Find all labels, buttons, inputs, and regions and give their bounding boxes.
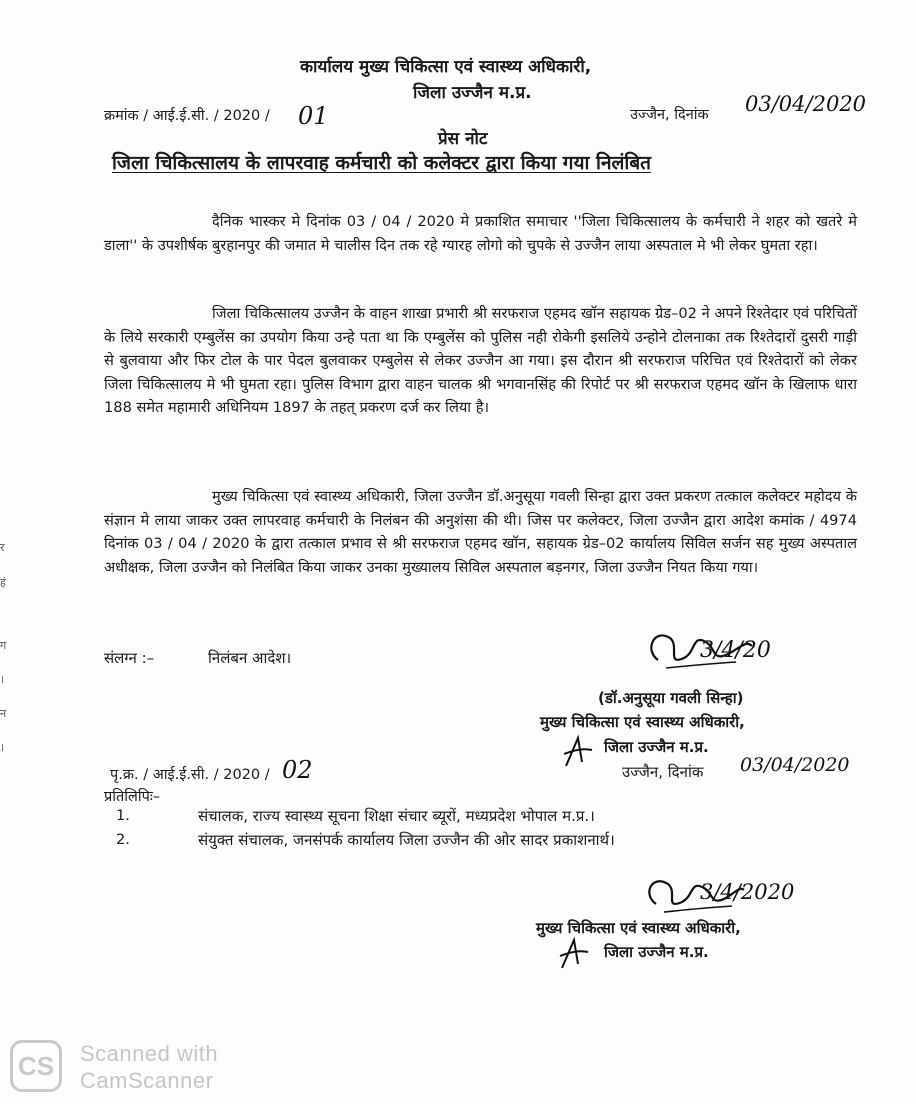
edge-mark-1: र <box>0 541 5 554</box>
place-date-label: उज्जैन, दिनांक <box>630 107 709 123</box>
copy-item-1-number: 1. <box>116 808 130 824</box>
initials-scrawl-1 <box>560 732 596 772</box>
page-title: जिला चिकित्सालय के लापरवाह कर्मचारी को कलेक्टर द्वारा किया गया निलंबित <box>112 152 652 174</box>
signature-1-date: 3/4/20 <box>700 638 771 663</box>
signatory-district: जिला उज्जैन म.प्र. <box>604 738 709 756</box>
enclosure-value: निलंबन आदेश। <box>208 649 292 667</box>
edge-mark-5: न <box>0 707 7 720</box>
issue-date-handwritten: 03/04/2020 <box>745 92 867 116</box>
signatory-name: (डॉ.अनुसूया गवली सिन्हा) <box>598 689 744 707</box>
signature-2-date: 3/4/2020 <box>700 880 795 904</box>
signature-1-date-handwritten: 03/04/2020 <box>740 754 850 776</box>
enclosure-label: संलग्न :– <box>104 649 155 667</box>
edge-mark-6: । <box>0 741 5 754</box>
copy-item-1-text: संचालक, राज्य स्वास्थ्य सूचना शिक्षा संचार ब्यूरों, मध्यप्रदेश भोपाल म.प्र.। <box>198 807 595 825</box>
signature-1-place-date-label: उज्जैन, दिनांक <box>622 763 704 781</box>
paragraph-1-text: दैनिक भास्कर मे दिनांक 03 / 04 / 2020 मे प्रकाशित समाचार ''जिला चिकित्सालय के कर्मचारी ने शहर को खतरे मे डाला'' के उपशीर्षक बुरहानपुर की जमात मे चालीस दिन तक रहे ग्यारह लोगो को चुपके से उज्जैन लाया अस्पताल मे भी लेकर घुमता रहा। <box>104 213 857 254</box>
paragraph-1 <box>104 210 857 257</box>
copy-to-label: प्रतिलिपिः– <box>104 789 161 805</box>
initials-scrawl-2 <box>556 934 592 974</box>
reference-number-handwritten: 01 <box>298 102 329 130</box>
camscanner-watermark <box>80 1040 218 1094</box>
edge-mark-4: । <box>0 673 5 686</box>
signatory-2-designation: मुख्य चिकित्सा एवं स्वास्थ्य अधिकारी, <box>536 919 741 937</box>
signatory-designation: मुख्य चिकित्सा एवं स्वास्थ्य अधिकारी, <box>540 713 745 731</box>
paragraph-2-text: जिला चिकित्सालय उज्जैन के वाहन शाखा प्रभारी श्री सरफराज एहमद खॉन सहायक ग्रेड–02 ने अपने रिश्तेदार एवं परिचितों के लिये सरकारी एम्बुलेंस का उपयोग किया उन्हे पता था कि एम्बुलेंस को पुलिस नही रोकेगी इसलिये उन्होने टोलनाका तक रिश्तेदारों दुसरी गाड़ी से बुलवाया और फिर टोल के पार पेदल बुलवाकर एम्बुलेस से लेकर उज्जैन आ गया। इस दौरान श्री सरफराज परिचित एवं रिश्तेदारों को लेकर जिला चिकित्सालय मे भी घुमता रहा। पुलिस विभाग द्वारा वाहन चालक श्री भगवानसिंह की रिपोर्ट पर श्री सरफराज एहमद खॉन के खिलाफ धारा 188 समेत महामारी अधिनियम 1897 के तहत् प्रकरण दर्ज कर लिया है। <box>104 305 857 416</box>
endorsement-ref-handwritten: 02 <box>282 756 313 784</box>
watermark-line-1: Scanned with <box>80 1041 219 1066</box>
paragraph-3-text: मुख्य चिकित्सा एवं स्वास्थ्य अधिकारी, जिला उज्जैन डॉ.अनुसूया गवली सिन्हा द्वारा उक्त प्रकरण तत्काल कलेक्टर महोदय के संज्ञान मे लाया जाकर उक्त लापरवाह कर्मचारी के निलंबन की अनुशंसा की थी। जिस पर कलेक्टर, जिला उज्जैन द्वारा आदेश कमांक / 4974 दिनांक 03 / 04 / 2020 के द्वारा तत्काल प्रभाव से श्री सरफराज एहमद खॉन, सहायक ग्रेड–02 कार्यालय सिविल सर्जन सह मुख्य अस्पताल अधीक्षक, जिला उज्जैन को निलंबित किया जाकर उनका मुख्यालय सिविल अस्पताल बड़नगर, जिला उज्जैन नियत किया गया। <box>104 488 858 576</box>
copy-item-2-number: 2. <box>116 832 130 848</box>
edge-mark-3: ग <box>0 639 7 652</box>
paragraph-2 <box>104 302 857 420</box>
reference-number-label: क्रमांक / आई.ई.सी. / 2020 / <box>104 108 270 124</box>
copy-item-2-text: संयुक्त संचालक, जनसंपर्क कार्यालय जिला उज्जैन की ओर सादर प्रकाशनार्थ। <box>198 831 615 849</box>
endorsement-ref-label: पृ.क्र. / आई.ई.सी. / 2020 / <box>110 767 270 783</box>
watermark-line-2: CamScanner <box>80 1068 214 1093</box>
camscanner-logo: CS <box>10 1040 62 1092</box>
paragraph-3 <box>104 485 857 579</box>
press-note-label: प्रेस नोट <box>438 129 488 149</box>
edge-mark-2: हं <box>0 576 6 589</box>
signatory-2-district: जिला उज्जैन म.प्र. <box>604 943 709 961</box>
office-name-line2: जिला उज्जैन म.प्र. <box>413 83 532 103</box>
office-name-line1: कार्यालय मुख्य चिकित्सा एवं स्वास्थ्य अधिकारी, <box>300 57 592 77</box>
